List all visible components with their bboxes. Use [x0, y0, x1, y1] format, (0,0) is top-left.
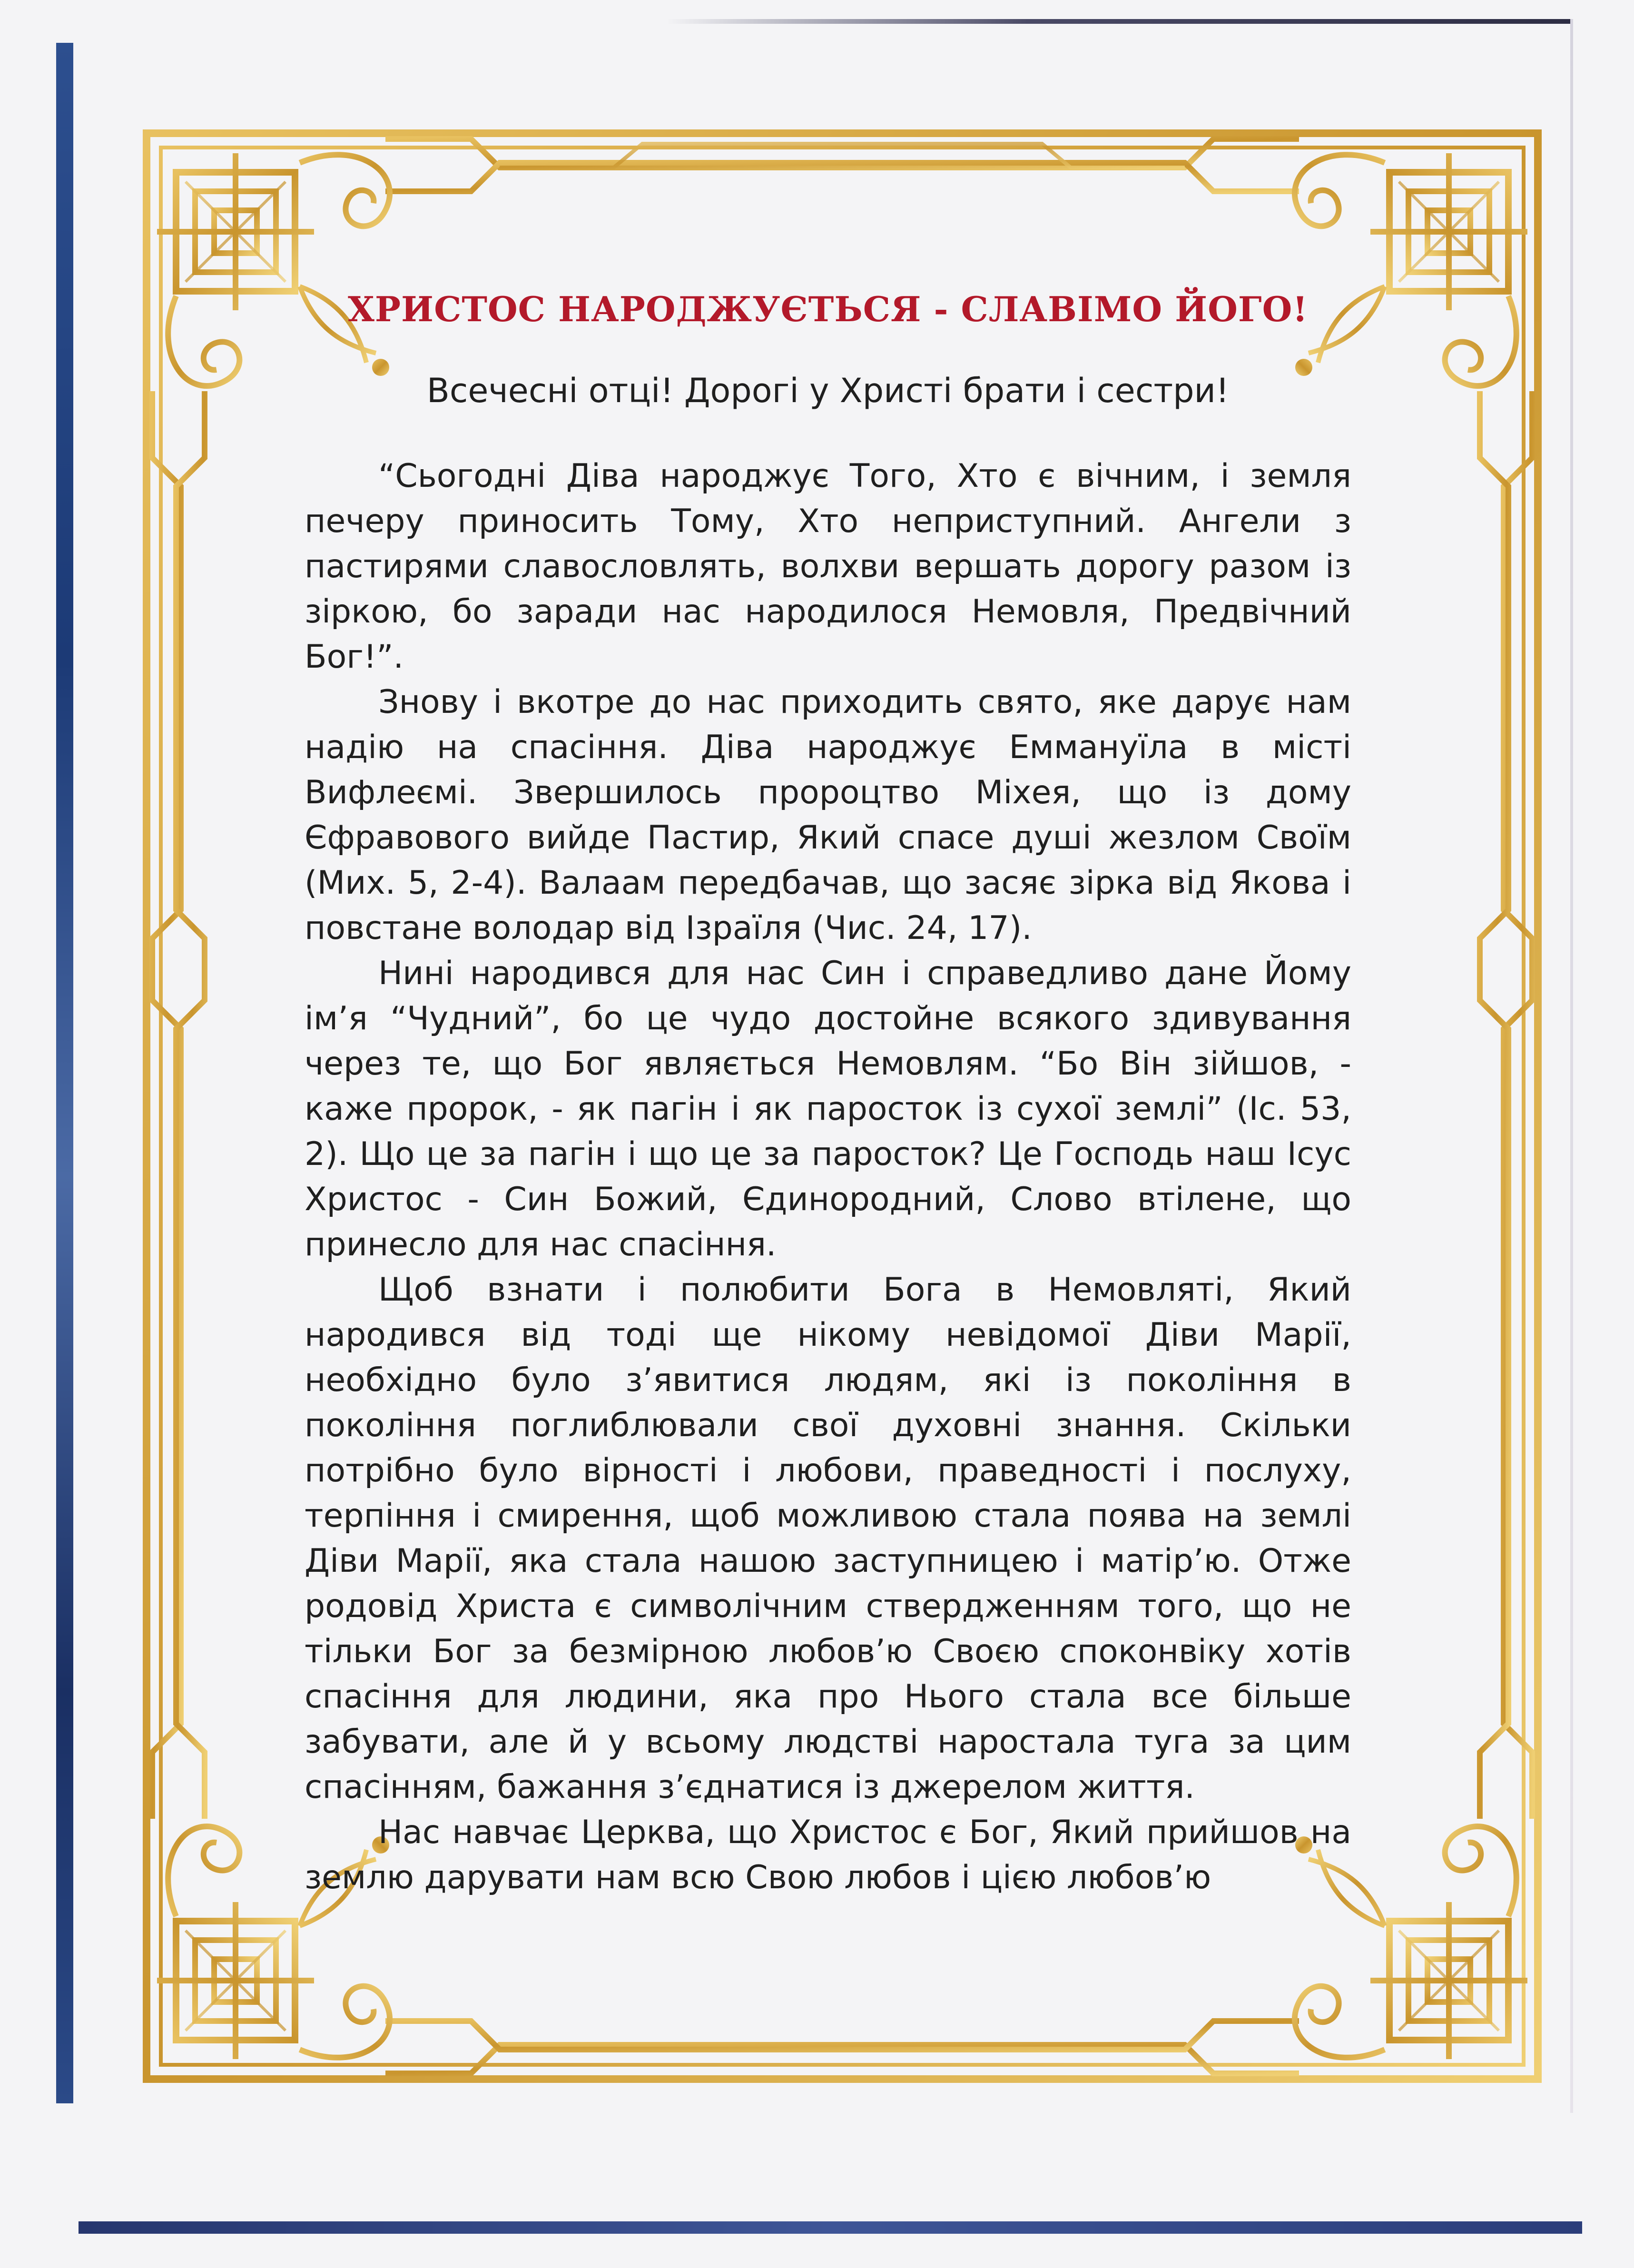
paragraph: Знову і вкотре до нас приходить свято, яке дарує нам надію на спасіння. Діва народжує Еммануїла в місті Вифлеємі. Звершилось пророцтво Міхея, що із дому Єфравового вийде Пастир, Який спасе душі жезлом Своїм (Мих. 5, 2-4). Валаам передбачав, що засяє зірка від Якова і повстане володар від Ізраїля (Чис. 24, 17). — [305, 683, 1351, 947]
scan-edge-left — [56, 43, 73, 2103]
paragraph: Нас навчає Церква, що Христос є Бог, Який прийшов на землю дарувати нам всю Свою любов і цією любов’ю — [305, 1814, 1351, 1897]
paragraph: “Сьогодні Діва народжує Того, Хто є вічним, і земля печеру приносить Тому, Хто неприступний. Ангели з пастирями славословлять, волхви вершать дорогу разом із зіркою, бо заради нас народилося Немовля, Предвічний Бог!”. — [305, 457, 1351, 676]
scan-edge-right — [1570, 19, 1573, 2113]
paragraph: Щоб взнати і полюбити Бога в Немовляті, Який народився від тоді ще нікому невідомої Діви Марії, необхідно було з’явитися людям, які із покоління в покоління поглиблювали свої духовні знання. Скільки потрібно було вірності і любови, праведності і послуху, терпіння і смирення, щоб можливою стала поява на землі Діви Марії, яка стала нашою заступницею і матір’ю. Отже родовід Христа є символічним ствердженням того, що не тільки Бог за безмірною любов’ю Своєю споконвіку хотів спасіння для людини, яка про Нього стала все більше забувати, але й у всьому людстві наростала туга за цим спасінням, бажання з’єднатися із джерелом життя. — [305, 1271, 1351, 1806]
scan-edge-top — [666, 19, 1570, 24]
page-title: ХРИСТОС НАРОДЖУЄТЬСЯ - СЛАВІМО ЙОГО! — [348, 289, 1308, 329]
greeting: Всечесні отці! Дорогі у Христі брати і сестри! — [426, 371, 1230, 411]
paragraph: Нині народився для нас Син і справедливо дане Йому ім’я “Чудний”, бо це чудо достойне всякого здивування через те, що Бог являється Немовлям. “Бо Він зійшов, - каже пророк, - як пагін і як паросток із сухої землі” (Іс. 53, 2). Що це за пагін і що це за паросток? Це Господь наш Ісус Христос - Син Божий, Єдинородний, Слово втілене, що принесло для нас спасіння. — [305, 955, 1351, 1264]
scan-edge-bottom — [79, 2221, 1582, 2234]
letter-content — [305, 290, 1351, 1900]
